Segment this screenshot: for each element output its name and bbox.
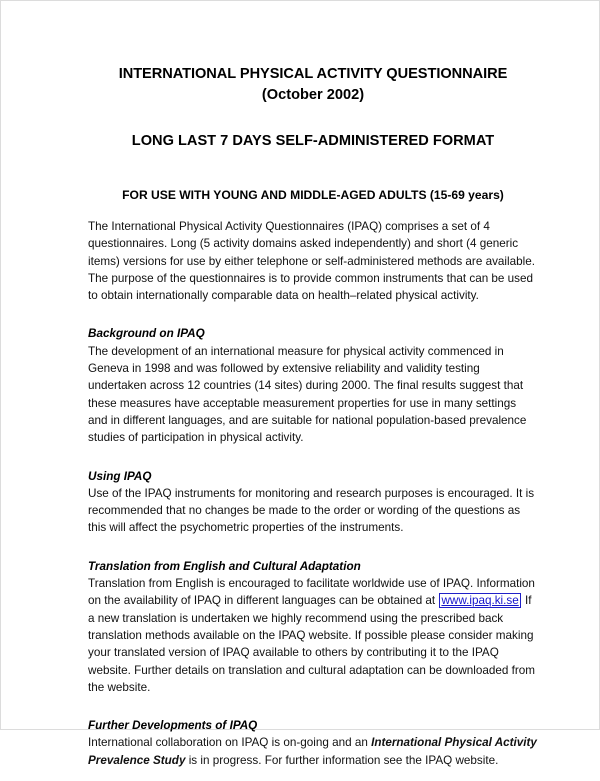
section-paragraph-using-ipaq: Use of the IPAQ instruments for monitoring and research purposes is encouraged. It is recommended that no changes be made to the order or wording of the questions as this will affect the psychometric properties of the instruments.	[88, 486, 535, 535]
section-paragraph-background: The development of an international measure for physical activity commenced in Geneva in 1998 and was followed by extensive reliability and validity testing undertaken across 12 countries (14 sites) during 2000. The final results suggest that these measures have acceptable measurement properties for use in many settings and in different languages, and are suitable for national population-based prevalence studies of participation in physical activity.	[88, 344, 527, 445]
section-paragraph-further-developments	[88, 734, 538, 769]
document-title-line-1: INTERNATIONAL PHYSICAL ACTIVITY QUESTIONNAIRE	[118, 66, 508, 82]
section-heading-further-developments: Further Developments of IPAQ	[88, 719, 258, 733]
section-heading-translation: Translation from English and Cultural Adaptation	[88, 559, 361, 573]
further-text-before-emphasis: International collaboration on IPAQ is on-going and an	[88, 736, 368, 750]
further-emphasis-study-name: International Physical Activity Prevalence Study	[88, 736, 537, 767]
section-paragraph-translation	[88, 575, 538, 696]
document-title-block	[88, 64, 538, 106]
translation-text-before-link: Translation from English is encouraged to facilitate worldwide use of IPAQ. Information on the availability of IPAQ in different languages can be obtained at	[88, 577, 535, 608]
intro-paragraph: The International Physical Activity Questionnaires (IPAQ) comprises a set of 4 questionnaires. Long (5 activity domains asked independently) and short (4 generic items) versions for use by either telephone or self-administered methods are available. The purpose of the questionnaires is to provide common instruments that can be used to obtain internationally comparable data on health–related physical activity.	[88, 220, 535, 303]
document-format-line: LONG LAST 7 DAYS SELF-ADMINISTERED FORMAT	[131, 133, 495, 149]
document-title-line-2: (October 2002)	[261, 87, 365, 103]
ipaq-website-link[interactable]: www.ipaq.ki.se	[441, 594, 519, 608]
document-audience-line: FOR USE WITH YOUNG AND MIDDLE-AGED ADULTS (15-69 years)	[122, 188, 504, 202]
further-text-after-emphasis: is in progress. For further information see the IPAQ website.	[188, 753, 499, 767]
section-heading-using-ipaq: Using IPAQ	[88, 469, 152, 483]
document-content	[88, 1, 538, 781]
translation-text-after-link: If a new translation is undertaken we highly recommend using the prescribed back translation methods available on the IPAQ website. If possible please consider making your translated version of IPAQ available to others by contributing it to the IPAQ website. Further details on translation and cultural adaptation can be downloaded from the website.	[88, 594, 535, 694]
section-heading-background: Background on IPAQ	[88, 327, 205, 341]
